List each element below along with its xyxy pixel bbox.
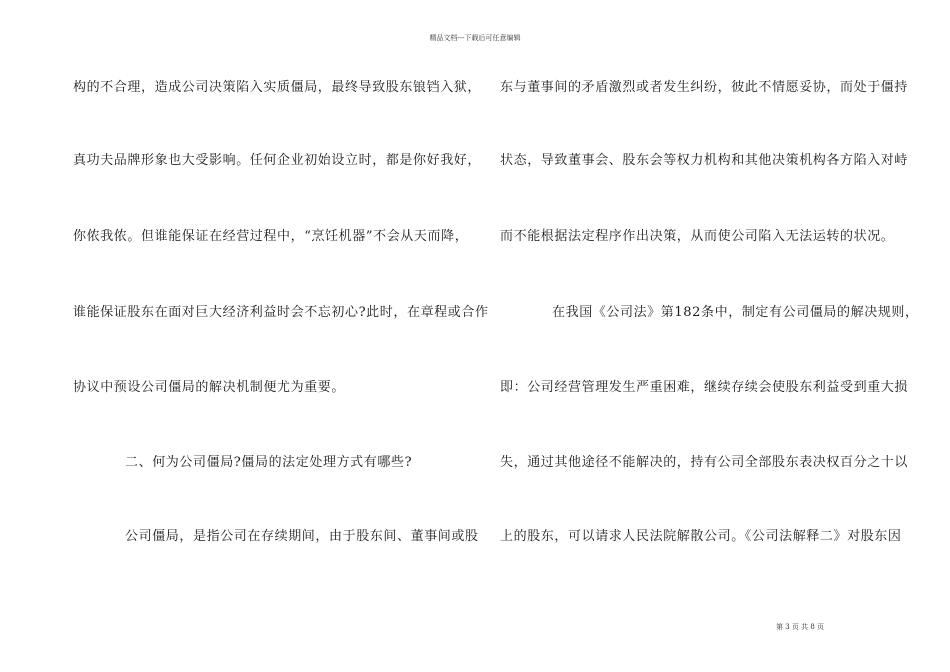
text-line: 东与董事间的矛盾激烈或者发生纠纷，彼此不情愿妥协，而处于僵持	[500, 80, 909, 95]
text-line: 公司僵局，是指公司在存续期间，由于股东间、董事间或股	[125, 529, 479, 544]
text-line: 协议中预设公司僵局的解决机制便尤为重要。	[73, 380, 346, 395]
text-line: 状态，导致董事会、股东会等权力机构和其他决策机构各方陷入对峙	[500, 153, 909, 168]
page-header: 精品文档---下载后可任意编辑	[429, 34, 521, 42]
text-line: 在我国《公司法》第182条中，制定有公司僵局的解决规则，	[552, 305, 919, 320]
text-line: 即：公司经营管理发生严重困难，继续存续会使股东利益受到重大损	[500, 380, 909, 395]
text-line: 谁能保证股东在面对巨大经济利益时会不忘初心?此时，在章程或合作	[73, 305, 489, 320]
section-heading: 二、何为公司僵局?僵局的法定处理方式有哪些?	[125, 455, 413, 470]
page-number: 第 3 页 共 8 页	[776, 623, 825, 631]
text-line: 失，通过其他途径不能解决的，持有公司全部股东表决权百分之十以	[500, 455, 909, 470]
text-line: 上的股东，可以请求人民法院解散公司。《公司法解释二》对股东因	[500, 529, 902, 544]
text-line: 构的不合理，造成公司决策陷入实质僵局，最终导致股东锒铛入狱，	[73, 80, 482, 95]
text-line: 你侬我侬。但谁能保证在经营过程中，“烹饪机器”不会从天而降，	[73, 229, 469, 244]
text-line: 而不能根据法定程序作出决策，从而使公司陷入无法运转的状况。	[500, 229, 895, 244]
text-line: 真功夫品牌形象也大受影响。任何企业初始设立时，都是你好我好，	[73, 153, 482, 168]
